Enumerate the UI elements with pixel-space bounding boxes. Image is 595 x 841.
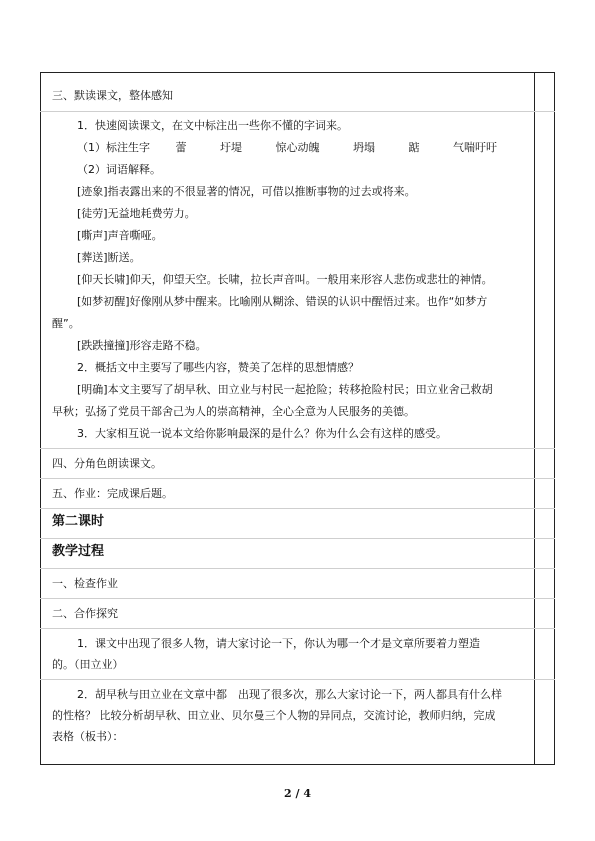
inner-border-line (534, 72, 535, 765)
definition: [葬送]断送。 (77, 251, 141, 264)
divider (40, 508, 555, 509)
vocab-item: 圩堤 (220, 141, 242, 154)
definition: [迹象]指表露出来的不很显著的情况，可借以推断事物的过去或将来。 (77, 185, 416, 198)
teaching-process-heading: 教学过程 (52, 544, 105, 559)
definition: [嘶声]声音嘶哑。 (77, 229, 163, 242)
divider (40, 478, 555, 479)
explain-label: （2）词语解释。 (77, 163, 161, 176)
answer-2: [明确]本文主要写了胡早秋、田立业与村民一起抢险；转移抢险村民；田立业舍己救胡 (77, 383, 493, 396)
question-2: 2．概括文中主要写了哪些内容，赞美了怎样的思想情感？ (77, 361, 359, 374)
discussion-1: 1．课文中出现了很多人物，请大家讨论一下，你认为哪一个才是文章所要着力塑造 (77, 637, 480, 650)
vocab-item: 气喘吁吁 (453, 141, 497, 154)
definition: [徒劳]无益地耗费劳力。 (77, 207, 196, 220)
step-1: 一、检查作业 (52, 577, 118, 590)
divider (40, 568, 555, 569)
page-number: 2 / 4 (284, 787, 311, 800)
vocab-item: 坍塌 (353, 141, 375, 154)
definition: [仰天长啸]仰天，仰望天空。长啸，拉长声音叫。一般用来形容人悲伤或悲壮的神情。 (77, 273, 493, 286)
vocab-item: 踮 (408, 141, 420, 154)
section-5: 五、作业：完成课后题。 (52, 487, 173, 500)
section-4: 四、分角色朗读课文。 (52, 457, 162, 470)
discussion-2: 2．胡早秋与田立业在文章中都 出现了很多次，那么大家讨论一下，两人都具有什么样 (77, 688, 502, 701)
divider (40, 628, 555, 629)
divider (40, 111, 555, 112)
vocab-item: 惊心动魄 (275, 141, 320, 154)
lesson-2-heading: 第二课时 (52, 514, 105, 529)
discussion-2-continued: 表格（板书）： (52, 730, 124, 743)
question-3: 3．大家相互说一说本文给你影响最深的是什么？你为什么会有这样的感受。 (77, 427, 447, 440)
section-3-title: 三、默读课文，整体感知 (52, 89, 173, 102)
answer-2-continued: 早秋；弘扬了党员干部舍己为人的崇高精神，全心全意为人民服务的美德。 (52, 405, 415, 418)
vocab-row (77, 141, 527, 155)
discussion-2-continued: 的性格？ 比较分析胡早秋、田立业、贝尔曼三个人物的异同点，交流讨论，教师归纳，完成 (52, 709, 496, 722)
divider (40, 679, 555, 680)
divider (40, 538, 555, 539)
divider (40, 448, 555, 449)
divider (40, 598, 555, 599)
definition-continued: 醒”。 (52, 317, 80, 330)
definition: [跌跌撞撞]形容走路不稳。 (77, 339, 207, 352)
definition: [如梦初醒]好像刚从梦中醒来。比喻刚从糊涂、错误的认识中醒悟过来。也作“如梦方 (77, 295, 488, 308)
question-1: 1．快速阅读课文，在文中标注出一些你不懂的字词来。 (77, 119, 348, 132)
vocab-item: 蕾 (175, 141, 187, 154)
mark-label: （1）标注生字 (77, 141, 150, 154)
discussion-1-continued: 的。（田立业） (52, 658, 124, 671)
step-2: 二、合作探究 (52, 607, 118, 620)
